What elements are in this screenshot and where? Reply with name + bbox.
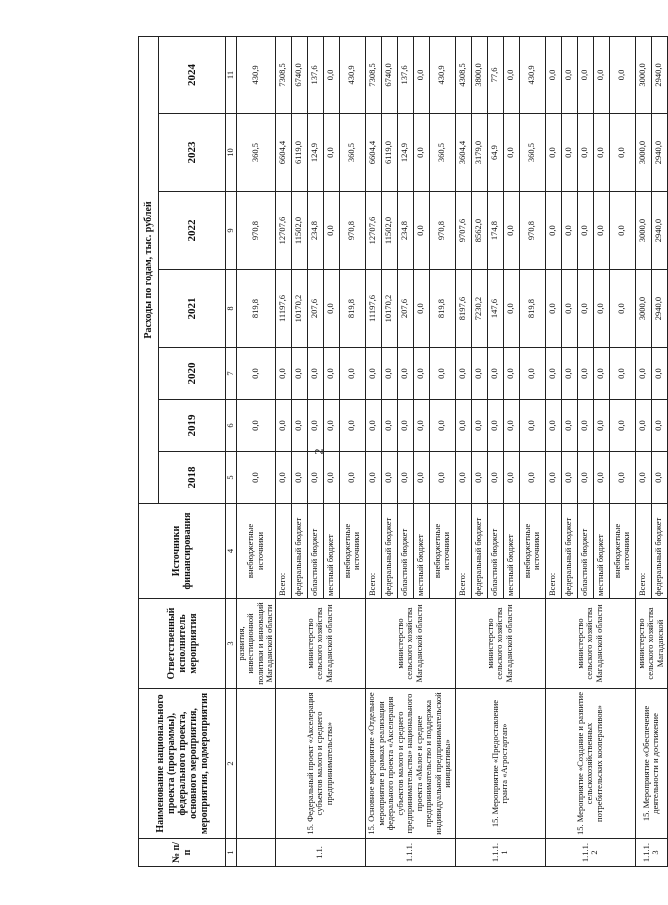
row-value: 0,0 — [413, 192, 429, 270]
row-source: федеральный бюджет — [381, 504, 397, 599]
row-value: 2940,0 — [651, 270, 667, 348]
row-value: 0,0 — [651, 400, 667, 452]
row-value: 819,8 — [236, 270, 275, 348]
row-value: 77,6 — [487, 36, 503, 113]
row-value: 360,5 — [339, 114, 365, 192]
row-value: 0,0 — [339, 400, 365, 452]
row-value: 124,9 — [307, 114, 323, 192]
row-value: 0,0 — [545, 36, 561, 113]
row-value: 11197,6 — [365, 270, 381, 348]
year-header: 2019 — [159, 400, 226, 452]
row-value: 0,0 — [635, 400, 651, 452]
row-value: 0,0 — [429, 348, 455, 400]
row-value: 0,0 — [503, 36, 519, 113]
row-value: 124,9 — [397, 114, 413, 192]
row-value: 0,0 — [323, 36, 339, 113]
row-value: 360,5 — [519, 114, 545, 192]
row-value: 0,0 — [577, 400, 593, 452]
row-value: 0,0 — [519, 348, 545, 400]
row-value: 970,8 — [429, 192, 455, 270]
row-value: 174,8 — [487, 192, 503, 270]
row-value: 2940,0 — [651, 192, 667, 270]
row-value: 0,0 — [593, 114, 609, 192]
row-value: 430,9 — [519, 36, 545, 113]
row-number: 1.1.1.1 — [455, 839, 545, 867]
row-value: 0,0 — [519, 452, 545, 504]
row-value: 0,0 — [487, 348, 503, 400]
row-value: 0,0 — [365, 348, 381, 400]
row-value: 0,0 — [413, 400, 429, 452]
row-value: 234,8 — [307, 192, 323, 270]
row-value: 0,0 — [609, 270, 635, 348]
row-value: 7308,5 — [275, 36, 291, 113]
row-source: федеральный бюджет — [291, 504, 307, 599]
row-value: 0,0 — [561, 114, 577, 192]
row-value: 0,0 — [561, 348, 577, 400]
row-value: 0,0 — [397, 452, 413, 504]
row-value: 0,0 — [609, 192, 635, 270]
row-value: 0,0 — [339, 452, 365, 504]
row-number: 1.1.1.3 — [635, 839, 667, 867]
row-value: 0,0 — [561, 36, 577, 113]
row-name: 15. Мероприятие «Предоставление гранта «Агростартап» — [455, 689, 545, 839]
row-value: 6740,0 — [381, 36, 397, 113]
row-value: 0,0 — [577, 348, 593, 400]
header-source: Источники финансирования — [139, 504, 226, 599]
budget-table — [138, 36, 668, 867]
row-source: местный бюджет — [593, 504, 609, 599]
row-value: 0,0 — [455, 400, 471, 452]
row-source: местный бюджет — [323, 504, 339, 599]
column-number: 3 — [226, 599, 237, 689]
row-value: 0,0 — [487, 400, 503, 452]
column-number: 4 — [226, 504, 237, 599]
row-value: 970,8 — [339, 192, 365, 270]
row-value: 0,0 — [545, 452, 561, 504]
column-number: 2 — [226, 689, 237, 839]
row-source: областной бюджет — [577, 504, 593, 599]
row-source: областной бюджет — [397, 504, 413, 599]
row-source: местный бюджет — [503, 504, 519, 599]
row-value: 0,0 — [413, 270, 429, 348]
table-row — [236, 36, 275, 866]
column-number: 1 — [226, 839, 237, 867]
row-value: 207,6 — [307, 270, 323, 348]
page-number: 2 — [311, 448, 326, 455]
row-value: 819,8 — [339, 270, 365, 348]
row-value: 0,0 — [323, 452, 339, 504]
row-value: 0,0 — [593, 400, 609, 452]
header-responsible: Ответственный исполнитель мероприятия — [139, 599, 226, 689]
row-value: 430,9 — [236, 36, 275, 113]
row-value: 0,0 — [577, 114, 593, 192]
row-value: 0,0 — [609, 114, 635, 192]
row-value: 0,0 — [651, 452, 667, 504]
row-value: 0,0 — [381, 348, 397, 400]
row-source: Всего: — [545, 504, 561, 599]
row-value: 10170,2 — [291, 270, 307, 348]
row-value: 0,0 — [545, 114, 561, 192]
header-num: № п/п — [139, 839, 226, 867]
row-value: 10170,2 — [381, 270, 397, 348]
row-value: 0,0 — [503, 348, 519, 400]
row-value: 0,0 — [561, 192, 577, 270]
row-value: 3000,0 — [635, 114, 651, 192]
row-source: федеральный бюджет — [651, 504, 667, 599]
row-responsible: министерство сельского хозяйства Магаданской области — [275, 599, 365, 689]
row-source: Всего: — [275, 504, 291, 599]
row-value: 0,0 — [429, 452, 455, 504]
row-source: внебюджетные источники — [429, 504, 455, 599]
row-value: 147,6 — [487, 270, 503, 348]
row-value: 6119,0 — [291, 114, 307, 192]
row-value: 0,0 — [561, 400, 577, 452]
row-value: 0,0 — [323, 114, 339, 192]
row-value: 137,6 — [307, 36, 323, 113]
row-value: 0,0 — [413, 348, 429, 400]
row-value: 0,0 — [275, 400, 291, 452]
row-value: 0,0 — [545, 192, 561, 270]
row-value: 0,0 — [577, 452, 593, 504]
row-value: 3604,4 — [455, 114, 471, 192]
row-value: 0,0 — [455, 348, 471, 400]
row-value: 11502,0 — [291, 192, 307, 270]
year-header: 2023 — [159, 114, 226, 192]
column-number: 10 — [226, 114, 237, 192]
year-header: 2024 — [159, 36, 226, 113]
row-value: 0,0 — [651, 348, 667, 400]
row-source: местный бюджет — [413, 504, 429, 599]
row-source: внебюджетные источники — [609, 504, 635, 599]
row-value: 4308,5 — [455, 36, 471, 113]
row-value: 0,0 — [577, 36, 593, 113]
row-value: 0,0 — [291, 348, 307, 400]
row-name: 15. Мероприятие «Создание и развитие сельскохозяйственных потребительских кооперативов» — [545, 689, 635, 839]
row-value: 11197,6 — [275, 270, 291, 348]
table-row — [545, 36, 561, 866]
row-value: 0,0 — [307, 348, 323, 400]
row-value: 360,5 — [236, 114, 275, 192]
row-responsible: развития, инвестиционной политики и инноваций Магаданской области — [236, 599, 275, 689]
row-value: 0,0 — [635, 348, 651, 400]
row-name: 15. Федеральный проект «Акселерация субъектов малого и среднего предпринимательства» — [275, 689, 365, 839]
row-value: 0,0 — [487, 452, 503, 504]
row-value: 0,0 — [593, 270, 609, 348]
row-value: 7308,5 — [365, 36, 381, 113]
row-value: 0,0 — [545, 348, 561, 400]
row-source: федеральный бюджет — [471, 504, 487, 599]
row-value: 0,0 — [291, 400, 307, 452]
row-number: 1.1.1. — [365, 839, 455, 867]
row-number: 1.1. — [275, 839, 365, 867]
row-value: 3000,0 — [635, 270, 651, 348]
row-value: 430,9 — [429, 36, 455, 113]
row-value: 0,0 — [307, 400, 323, 452]
rotated-table-wrapper — [138, 37, 665, 867]
row-value: 0,0 — [275, 348, 291, 400]
row-value: 0,0 — [561, 270, 577, 348]
row-source: Всего: — [635, 504, 651, 599]
row-value: 2940,0 — [651, 114, 667, 192]
row-value: 0,0 — [609, 36, 635, 113]
row-value: 6740,0 — [291, 36, 307, 113]
row-value: 0,0 — [471, 348, 487, 400]
row-value: 360,5 — [429, 114, 455, 192]
row-value: 0,0 — [275, 452, 291, 504]
row-value: 0,0 — [519, 400, 545, 452]
row-value: 0,0 — [635, 452, 651, 504]
row-value: 3000,0 — [635, 36, 651, 113]
row-value: 0,0 — [291, 452, 307, 504]
row-value: 0,0 — [545, 400, 561, 452]
row-value: 8562,0 — [471, 192, 487, 270]
row-value: 2940,0 — [651, 36, 667, 113]
row-value: 0,0 — [577, 270, 593, 348]
row-value: 970,8 — [236, 192, 275, 270]
row-source: Всего: — [455, 504, 471, 599]
row-number — [236, 839, 275, 867]
row-value: 0,0 — [561, 452, 577, 504]
column-number: 6 — [226, 400, 237, 452]
year-header: 2022 — [159, 192, 226, 270]
row-responsible: министерство сельского хозяйства Магаданской области — [365, 599, 455, 689]
table-row — [365, 36, 381, 866]
row-value: 0,0 — [339, 348, 365, 400]
row-value: 0,0 — [413, 114, 429, 192]
row-value: 0,0 — [609, 400, 635, 452]
row-value: 3800,0 — [471, 36, 487, 113]
row-value: 7230,2 — [471, 270, 487, 348]
row-value: 430,9 — [339, 36, 365, 113]
row-value: 0,0 — [236, 348, 275, 400]
row-value: 0,0 — [323, 270, 339, 348]
row-value: 0,0 — [577, 192, 593, 270]
row-source: внебюджетные источники — [236, 504, 275, 599]
row-value: 0,0 — [323, 192, 339, 270]
row-value: 0,0 — [545, 270, 561, 348]
column-number: 5 — [226, 452, 237, 504]
row-value: 0,0 — [593, 452, 609, 504]
row-value: 0,0 — [236, 452, 275, 504]
row-value: 6604,4 — [275, 114, 291, 192]
row-value: 0,0 — [323, 348, 339, 400]
header-expenses: Расходы по годам, тыс. рублей — [139, 36, 159, 503]
row-value: 0,0 — [503, 452, 519, 504]
row-value: 64,9 — [487, 114, 503, 192]
row-value: 0,0 — [381, 400, 397, 452]
row-value: 0,0 — [455, 452, 471, 504]
row-value: 0,0 — [413, 452, 429, 504]
row-value: 6119,0 — [381, 114, 397, 192]
row-value: 0,0 — [471, 400, 487, 452]
row-source: областной бюджет — [487, 504, 503, 599]
year-header: 2021 — [159, 270, 226, 348]
row-value: 0,0 — [236, 400, 275, 452]
row-responsible: министерство сельского хозяйства Магаданской области — [455, 599, 545, 689]
row-value: 6604,4 — [365, 114, 381, 192]
row-value: 3179,0 — [471, 114, 487, 192]
row-value: 0,0 — [323, 400, 339, 452]
row-value: 0,0 — [593, 192, 609, 270]
row-source: внебюджетные источники — [519, 504, 545, 599]
row-value: 819,8 — [429, 270, 455, 348]
column-number: 8 — [226, 270, 237, 348]
row-number: 1.1.1.2 — [545, 839, 635, 867]
row-value: 0,0 — [381, 452, 397, 504]
row-value: 0,0 — [307, 452, 323, 504]
row-name — [236, 689, 275, 839]
year-header: 2018 — [159, 452, 226, 504]
row-value: 12707,6 — [275, 192, 291, 270]
row-value: 0,0 — [593, 36, 609, 113]
row-value: 970,8 — [519, 192, 545, 270]
table-row — [455, 36, 471, 866]
row-source: внебюджетные источники — [339, 504, 365, 599]
row-value: 0,0 — [593, 348, 609, 400]
row-value: 3000,0 — [635, 192, 651, 270]
row-name: 15. Основное мероприятие «Отдельное мероприятие в рамках реализации федерального проекта «Акселерация субъектов малого и среднего предпринимательства» национального проекта «Малое и среднее предпринимательство и поддержка индивидуальной предпринимательской инициативы» — [365, 689, 455, 839]
row-value: 0,0 — [365, 400, 381, 452]
row-value: 0,0 — [429, 400, 455, 452]
row-value: 0,0 — [413, 36, 429, 113]
row-value: 0,0 — [365, 452, 381, 504]
row-value: 0,0 — [397, 348, 413, 400]
row-value: 8197,6 — [455, 270, 471, 348]
row-value: 819,8 — [519, 270, 545, 348]
row-name: 15. Мероприятие «Обеспечение деятельности и достижение — [635, 689, 667, 839]
row-responsible: министерство сельского хозяйства Магаданской области — [545, 599, 635, 689]
row-value: 0,0 — [503, 192, 519, 270]
row-value: 9707,6 — [455, 192, 471, 270]
column-number: 7 — [226, 348, 237, 400]
row-source: Всего: — [365, 504, 381, 599]
row-value: 11502,0 — [381, 192, 397, 270]
row-value: 0,0 — [503, 400, 519, 452]
year-header: 2020 — [159, 348, 226, 400]
row-value: 0,0 — [471, 452, 487, 504]
row-value: 0,0 — [397, 400, 413, 452]
table-row — [275, 36, 291, 866]
row-value: 12707,6 — [365, 192, 381, 270]
header-name: Наименование национального проекта (программы), федерального проекта, основного мероприятия, мероприятия, подмероприятия — [139, 689, 226, 839]
row-responsible: министерство сельского хозяйства Магаданской — [635, 599, 667, 689]
row-source: областной бюджет — [307, 504, 323, 599]
row-value: 0,0 — [609, 348, 635, 400]
row-source: федеральный бюджет — [561, 504, 577, 599]
row-value: 234,8 — [397, 192, 413, 270]
table-row — [635, 36, 651, 866]
column-number: 11 — [226, 36, 237, 113]
row-value: 207,6 — [397, 270, 413, 348]
row-value: 137,6 — [397, 36, 413, 113]
column-number: 9 — [226, 192, 237, 270]
row-value: 0,0 — [503, 114, 519, 192]
row-value: 0,0 — [609, 452, 635, 504]
row-value: 0,0 — [503, 270, 519, 348]
